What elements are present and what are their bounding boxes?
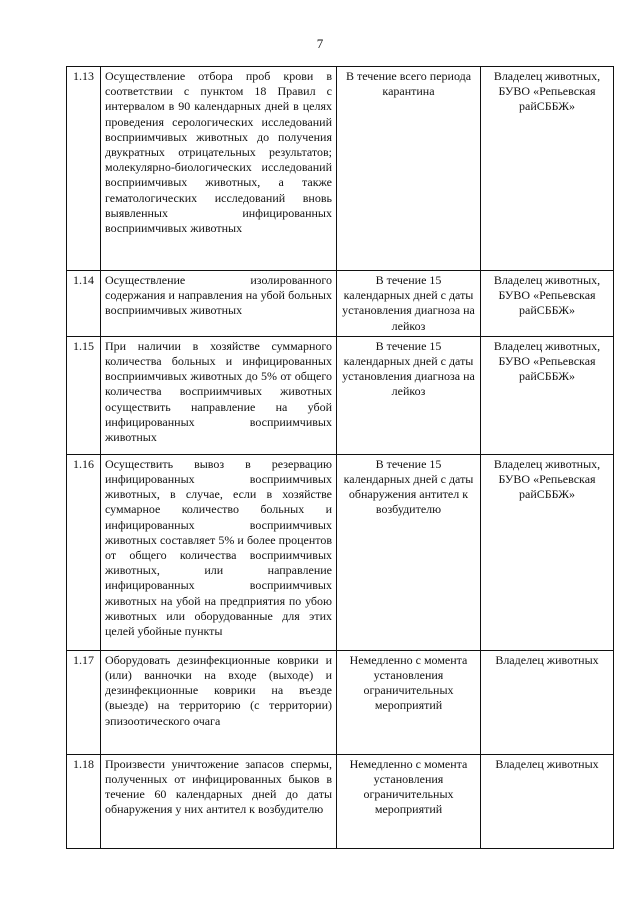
deadline-text: Немедленно с момента установления ограничительных мероприятий: [337, 754, 481, 848]
table-row: [67, 271, 614, 337]
measure-text: Оборудовать дезинфекционные коврики и (или) ванночки на входе (выходе) и дезинфекционные коврики на въезде (выезде) на территорию (с территории) эпизоотического очага: [101, 650, 337, 754]
table-row: [67, 650, 614, 754]
responsible-text: Владелец животных: [481, 754, 614, 848]
deadline-text: В течение 15 календарных дней с даты установления диагноза на лейкоз: [337, 271, 481, 337]
row-number: 1.13: [67, 67, 101, 271]
row-number: 1.14: [67, 271, 101, 337]
deadline-text: В течение 15 календарных дней с даты установления диагноза на лейкоз: [337, 336, 481, 454]
measures-table: [66, 66, 614, 849]
measure-text: Осуществление изолированного содержания и направления на убой больных восприимчивых животных: [101, 271, 337, 337]
measure-text: Осуществить вывоз в резервацию инфицированных восприимчивых животных, в случае, если в хозяйстве суммарное количество больных и инфицированных восприимчивых животных составляет 5% и более процентов от общего количества восприимчивых животных, или направление инфицированных восприимчивых животных на убой на предприятия по убою животных или оборудованные для этих целей убойные пункты: [101, 454, 337, 650]
table-row: [67, 336, 614, 454]
deadline-text: В течение 15 календарных дней с даты обнаружения антител к возбудителю: [337, 454, 481, 650]
row-number: 1.18: [67, 754, 101, 848]
measure-text: Осуществление отбора проб крови в соответствии с пунктом 18 Правил с интервалом в 90 календарных дней в целях проведения серологических исследований восприимчивых животных до получения двукратных отрицательных результатов; молекулярно-биологических исследований восприимчивых животных, а также гематологических исследований вновь выявленных инфицированных восприимчивых животных: [101, 67, 337, 271]
measure-text: Произвести уничтожение запасов спермы, полученных от инфицированных быков в течение 60 календарных дней до даты обнаружения у них антител к возбудителю: [101, 754, 337, 848]
row-number: 1.16: [67, 454, 101, 650]
responsible-text: Владелец животных: [481, 650, 614, 754]
deadline-text: Немедленно с момента установления ограничительных мероприятий: [337, 650, 481, 754]
deadline-text: В течение всего периода карантина: [337, 67, 481, 271]
row-number: 1.15: [67, 336, 101, 454]
row-number: 1.17: [67, 650, 101, 754]
responsible-text: Владелец животных, БУВО «Репьевская райСББЖ»: [481, 67, 614, 271]
table-row: [67, 454, 614, 650]
responsible-text: Владелец животных, БУВО «Репьевская райСББЖ»: [481, 271, 614, 337]
responsible-text: Владелец животных, БУВО «Репьевская райСББЖ»: [481, 336, 614, 454]
table-row: [67, 67, 614, 271]
table-row: [67, 754, 614, 848]
measure-text: При наличии в хозяйстве суммарного количества больных и инфицированных восприимчивых животных до 5% от общего количества восприимчивых животных осуществить направление на убой инфицированных восприимчивых животных: [101, 336, 337, 454]
page-number: 7: [316, 36, 324, 51]
responsible-text: Владелец животных, БУВО «Репьевская райСББЖ»: [481, 454, 614, 650]
